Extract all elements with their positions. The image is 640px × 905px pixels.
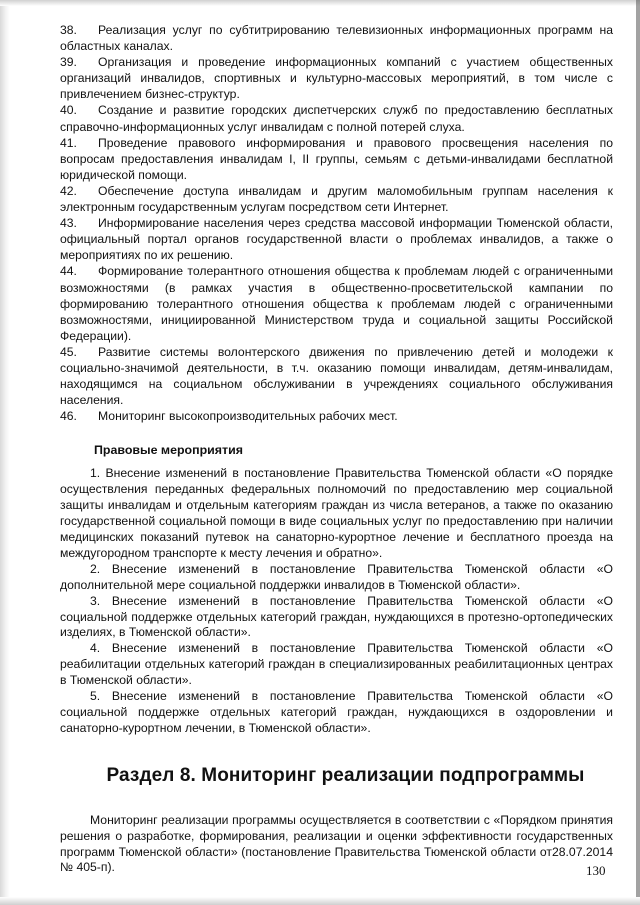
item-text: Информирование населения через средства массовой информации Тюменской области, официальный портал органов государственной власти о проблемах инвалидов, а также о мероприятиях по их решению. [60, 216, 613, 263]
item-number: 43. [60, 216, 77, 231]
list-item [60, 22, 613, 54]
item-text: Проведение правового информирования и правового просвещения населения по вопросам предоставления инвалидам I, II группы, семьям с детьми-инвалидами бесплатной юридической помощи. [60, 135, 613, 182]
item-text: Мониторинг высокопроизводительных рабочих мест. [98, 409, 398, 424]
list-item [60, 263, 613, 343]
legal-item: 2. Внесение изменений в постановление Правительства Тюменской области «О дополнительной мере социальной поддержки инвалидов в Тюменской области». [60, 561, 613, 592]
list-item [60, 344, 613, 408]
list-item [60, 102, 613, 134]
list-item [60, 54, 613, 102]
item-text: Организация и проведение информационных компаний с участием общественных организаций инвалидов, спортивных и культурно-массовых мероприятий, в том числе с привлечением бизнес-структур. [60, 55, 613, 102]
item-text: Формирование толерантного отношения общества к проблемам людей с ограниченными возможностями (в рамках участия в общественно-просветительской кампании по формированию толерантного отношения общества к проблемам людей с ограниченными возможностями, инициированной Министерством труда и социальной защиты Российской Федерации). [60, 264, 613, 343]
item-text: Обеспечение доступа инвалидам и другим маломобильным группам населения к электронным государственным услугам посредством сети Интернет. [60, 183, 613, 215]
scan-edge-bottom [0, 897, 640, 905]
item-number: 44. [60, 264, 77, 279]
item-text: Развитие системы волонтерского движения по привлечению детей и молодежи к социально-значимой деятельности, в т.ч. оказанию помощи инвалидам, детям-инвалидам, находящимся на социальном обслуживании в учреждениях социального обслуживания населения. [60, 344, 613, 408]
item-number: 41. [60, 135, 77, 150]
legal-item: 5. Внесение изменений в постановление Правительства Тюменской области «О социальной поддержке отдельных категорий граждан, нуждающихся в оздоровлении и санаторно-курортном лечении, в Тюменской области». [60, 689, 613, 735]
list-item [60, 215, 613, 263]
scan-edge-top [0, 0, 640, 6]
item-number: 46. [60, 409, 77, 424]
item-number: 45. [60, 344, 77, 359]
list-item [60, 135, 613, 183]
legal-measures-heading: Правовые мероприятия [94, 443, 243, 458]
page-number: 130 [586, 863, 606, 878]
page-content [60, 22, 613, 876]
scan-edge-right [636, 0, 640, 905]
monitoring-paragraph: Мониторинг реализации программы осуществляется в соответствии с «Порядком принятия решения о разработке, формирования, реализации и оценки эффективности государственных программ Тюменской области» (постановление Правительства Тюменской области от28.07.2014 № 405-п). [60, 812, 613, 875]
item-text: Реализация услуг по субтитрированию телевизионных информационных программ на областных каналах. [60, 23, 613, 54]
legal-item: 4. Внесение изменений в постановление Правительства Тюменской области «О реабилитации отдельных категорий граждан в специализированных реабилитационных центрах в Тюменской области». [60, 641, 613, 688]
item-text: Создание и развитие городских диспетчерских служб по предоставлению бесплатных справочно-информационных услуг инвалидам с полной потерей слуха. [60, 103, 613, 134]
section-title: Раздел 8. Мониторинг реализации подпрограммы [106, 764, 585, 786]
item-number: 42. [60, 183, 77, 198]
numbered-list [60, 22, 613, 424]
item-number: 39. [60, 55, 77, 70]
list-item [60, 408, 613, 424]
scan-edge-left [0, 0, 10, 905]
item-number: 38. [60, 23, 77, 37]
list-item [60, 183, 613, 215]
legal-measures-list [60, 466, 613, 736]
legal-item: 3. Внесение изменений в постановление Правительства Тюменской области «О социальной поддержке отдельных категорий граждан, нуждающихся в протезно-ортопедических изделиях, в Тюменской области». [60, 593, 613, 640]
item-number: 40. [60, 103, 77, 118]
legal-item: 1. Внесение изменений в постановление Правительства Тюменской области «О порядке осуществления переданных федеральных полномочий по предоставлению мер социальной защиты инвалидам и отдельным категориям граждан из числа ветеранов, а также по оказанию государственной социальной помощи в виде социальных услуг по предоставлению при наличии медицинских показаний путевок на санаторно-курортное лечение и бесплатного проезда на междугородном транспорте к месту лечения и обратно». [60, 466, 613, 560]
